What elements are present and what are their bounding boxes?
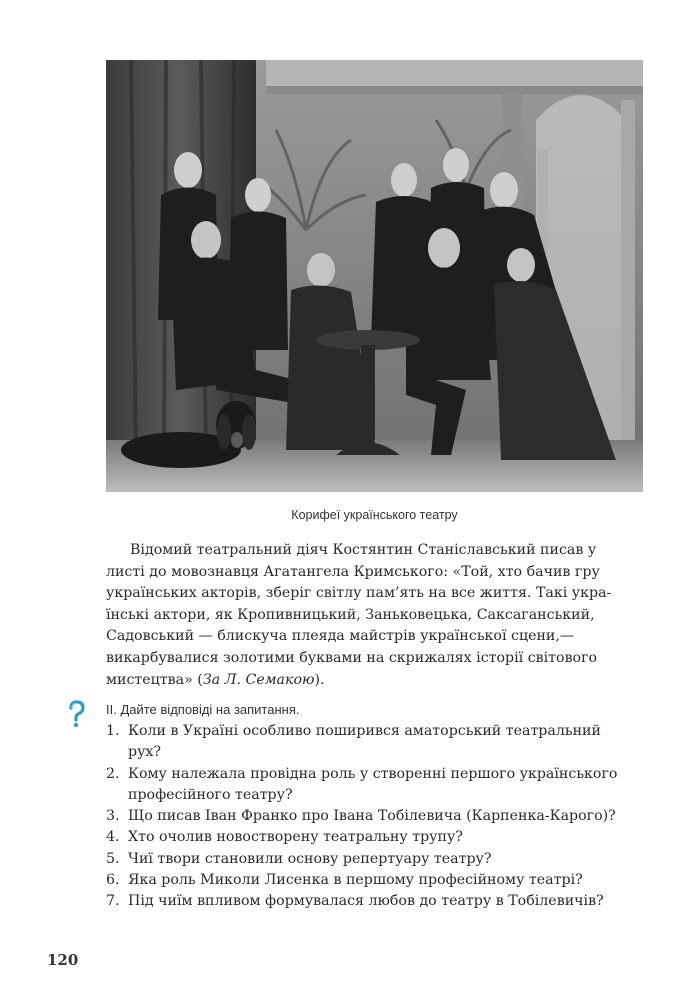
citation-source: За Л. Семакою [202, 671, 315, 688]
paragraph-line: українських акторів, зберіг світлу пам’ять на все життя. Такі укра- [106, 585, 612, 602]
question-number: 5. [106, 850, 120, 867]
figure-caption: Корифеї українського театру [291, 508, 458, 522]
question-item [106, 827, 651, 848]
question-number: 1. [106, 723, 120, 739]
question-item [106, 849, 651, 870]
question-text: Коли в Україні особливо поширився аматорський театральний [128, 723, 601, 739]
question-text: Що писав Іван Франко про Івана Тобілевича (Карпенка-Карого)? [128, 808, 616, 825]
question-text: Під чиїм впливом формувалася любов до театру в Тобілевичів? [128, 893, 604, 910]
question-icon [66, 699, 88, 729]
question-number: 2. [106, 765, 120, 782]
paragraph-last-end: ). [314, 671, 325, 688]
question-text: Яка роль Миколи Лисенка в першому професійному театрі? [128, 872, 583, 889]
group-photograph [106, 60, 643, 492]
question-text: Чиї твори становили основу репертуару театру? [128, 850, 492, 867]
page-number: 120 [47, 951, 79, 969]
body-paragraph [106, 540, 643, 691]
paragraph-line: викарбувалися золотими буквами на скрижалях історії світового [106, 649, 598, 666]
question-number: 4. [106, 829, 120, 846]
question-text: Хто очолив новостворену театральну трупу? [128, 829, 463, 846]
question-text: Кому належала провідна роль у створенні першого українського [128, 765, 618, 782]
paragraph-line: листі до мовознавця Агатангела Кримського: «Той, хто бачив гру [106, 563, 600, 580]
paragraph-last-line [106, 670, 643, 692]
question-text-cont: професійного театру? [128, 786, 293, 803]
question-item [106, 891, 651, 912]
questions-list [106, 721, 651, 913]
question-text-cont: рух? [128, 744, 162, 761]
question-number: 3. [106, 808, 120, 825]
paragraph-line: їнські актори, як Кропивницький, Заньковецька, Саксаганський, [106, 606, 595, 623]
paragraph-line: Відомий театральний діяч Костянтин Станіславський писав у [130, 542, 597, 558]
question-number: 7. [106, 893, 120, 910]
group-photograph-drawing [106, 60, 643, 492]
question-number: 6. [106, 872, 120, 889]
question-item [106, 806, 651, 827]
question-item [106, 764, 651, 807]
paragraph-line: Садовський — блискуча плеяда майстрів української сцени,— [106, 628, 575, 645]
question-item [106, 721, 651, 764]
question-item [106, 870, 651, 891]
task-heading: ІІ. Дайте відповіді на запитання. [106, 702, 300, 717]
paragraph-last-text: мистецтва» ( [106, 671, 203, 688]
